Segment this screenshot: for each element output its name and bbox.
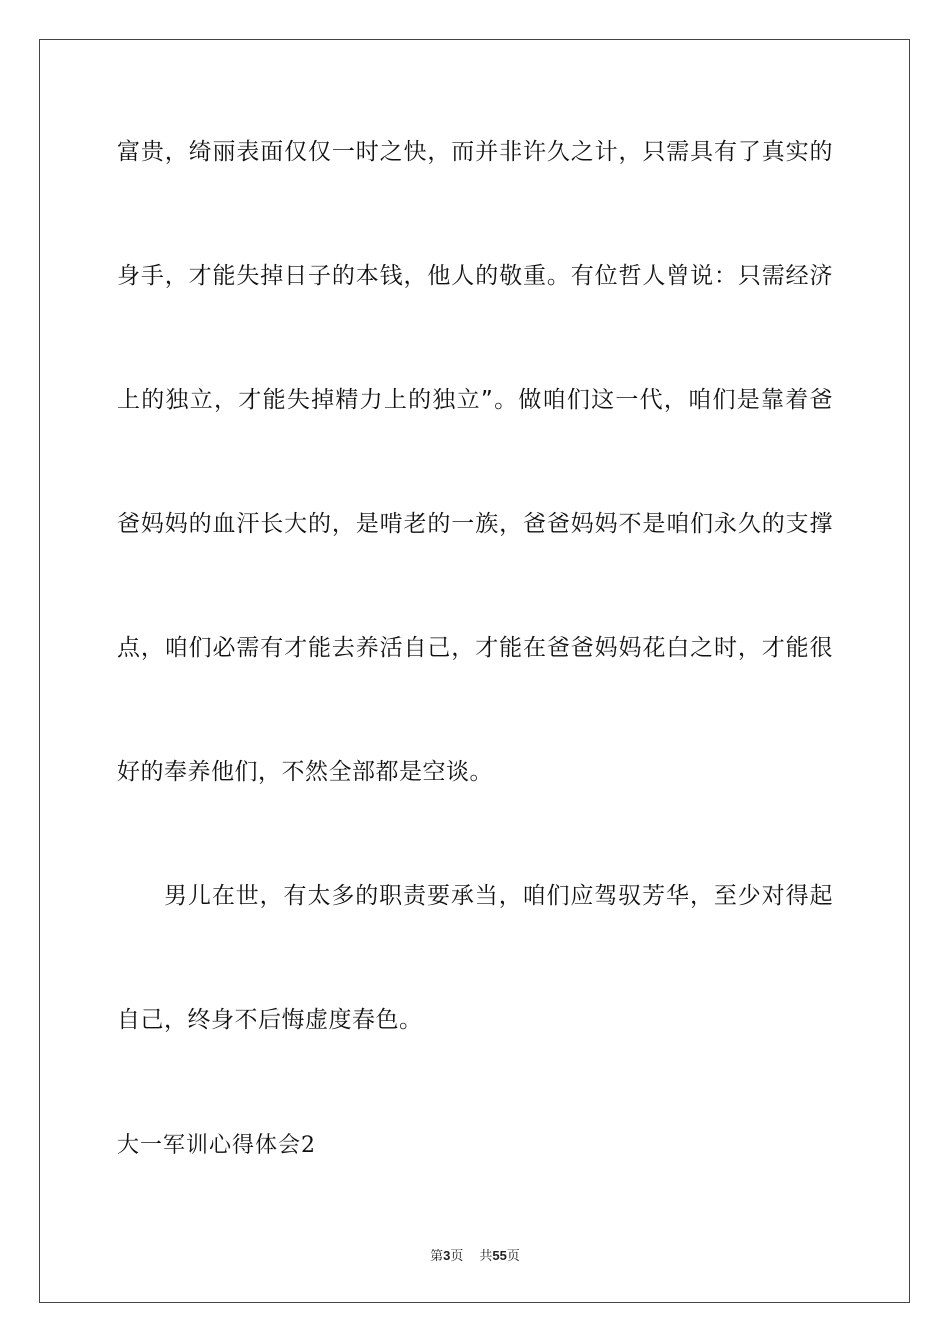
body-line-8: 自己，终身不后悔虚度春色。 [117,1007,423,1033]
body-line-3: 上的独立，才能失掉精力上的独立”。做咱们这一代，咱们是靠着爸 [117,387,833,413]
page-suffix: 页 [450,1249,464,1264]
body-line-4: 爸妈妈的血汗长大的，是啃老的一族，爸爸妈妈不是咱们永久的支撑 [117,511,833,537]
total-prefix: 共 [479,1249,493,1264]
page-number: 3 [443,1248,451,1263]
total-suffix: 页 [506,1249,520,1264]
page-footer [0,1247,950,1266]
body-line-2: 身手，才能失掉日子的本钱，他人的敬重。有位哲人曾说：只需经济 [117,263,833,289]
body-line-6: 好的奉养他们，不然全部都是空谈。 [117,759,493,785]
section-heading: 大一军训心得体会2 [117,1133,316,1158]
total-pages: 55 [492,1248,507,1263]
body-line-1: 富贵，绮丽表面仅仅一时之快，而并非许久之计，只需具有了真实的 [117,139,833,165]
body-line-5: 点，咱们必需有才能去养活自己，才能在爸爸妈妈花白之时，才能很 [117,635,833,661]
page-border [39,39,910,1303]
page-prefix: 第 [430,1249,444,1264]
body-line-7: 男儿在世，有太多的职责要承当，咱们应驾驭芳华，至少对得起 [164,883,833,909]
